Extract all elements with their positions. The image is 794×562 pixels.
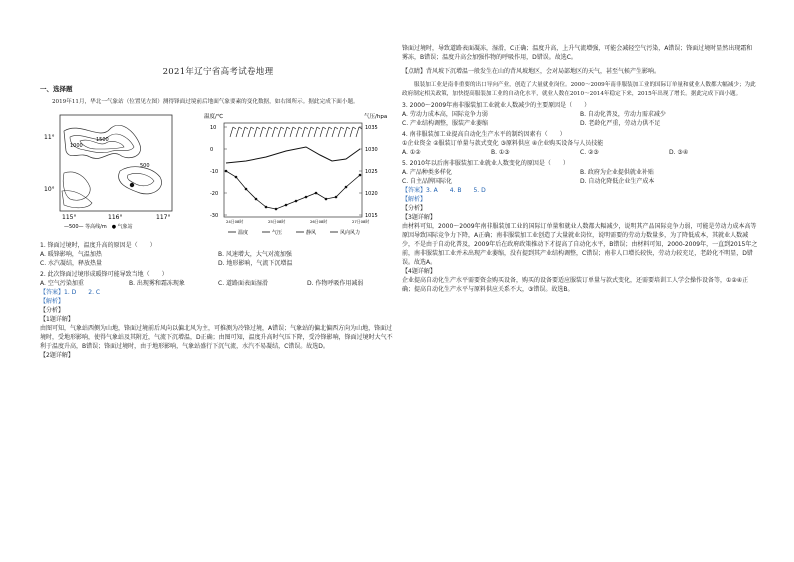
detail-heading-3: 【3题详解】 <box>402 214 436 221</box>
detail-heading-4: 【4题详解】 <box>402 268 436 275</box>
weather-chart <box>196 111 396 239</box>
question-4-items: ①企业资金 ②服装订单量与款式变化 ③原料供应 ④企业购买设备与人员技能 <box>402 140 604 147</box>
option: D. 作物呼吸作用减弱 <box>307 280 364 287</box>
page-title: 2021年辽宁省高考试卷地理 <box>162 67 274 77</box>
figures <box>40 111 396 239</box>
option: A. ①② <box>402 149 421 156</box>
question-2-options <box>40 279 396 288</box>
right-tick-label: 1020 <box>365 191 378 197</box>
option: B. 自动化普及，劳动力需求减少 <box>580 111 666 118</box>
contour-label-500: 500 <box>140 163 150 169</box>
wind-barb <box>308 127 314 137</box>
answer-line: 【答案】1. D 2. C <box>40 289 101 296</box>
question-1: 1. 锋面过境时，温度升高的原因是（ ） <box>40 242 156 249</box>
analysis-sub-label-2: 【分析】 <box>402 205 427 212</box>
detail-body-1: 由图可知，气象站西侧为山地，锋面过境前后风向以偏北风为主，可推测为冷锋过境，A错误；气象站的偏北偏西方向为山地，锋面过境时，受地形影响，使得气象站及其附近，气流下沉增温，D正确；由图可知，温度升高时气压下降，受冷锋影响，锋面过境时大气不利于温度升高，B错误；锋面过境时，由于地形影响，气象站盛行下沉气流，水汽不易凝结，C错误。故选D。 <box>40 325 393 350</box>
x-tick-label: 27日08时 <box>352 219 370 224</box>
contour-label-1000: 1000 <box>70 143 83 149</box>
wind-barb <box>260 127 266 137</box>
lon-label-117: 117° <box>156 214 171 221</box>
wind-barb <box>320 127 326 137</box>
option: C. 产业结构调整，服装产业萎缩 <box>402 120 489 127</box>
wind-barb <box>296 127 302 137</box>
wind-barb <box>290 127 296 137</box>
analysis-sub-label: 【分析】 <box>40 307 65 314</box>
question-4: 4. 南非服装加工业提高自动化生产水平的制约因素有（ ） <box>402 131 566 138</box>
left-column <box>40 0 396 360</box>
question-5: 5. 2010年以后南非服装加工业就业人数变化的原因是（ ） <box>402 160 569 167</box>
legend-label: 风向风力 <box>340 230 361 236</box>
option: B. 政府为企业提供就业补贴 <box>580 169 654 176</box>
option: C. 水汽凝结，释放热量 <box>40 260 103 267</box>
wind-barb <box>230 127 236 137</box>
x-tick-label: 24日08时 <box>226 219 244 224</box>
temperature-point <box>255 198 258 201</box>
left-tick-label: 10 <box>210 125 217 131</box>
answer-line-2: 【答案】3. A 4. B 5. D <box>402 187 486 194</box>
weather-station-marker <box>130 183 134 187</box>
lat-label-11: 11° <box>44 134 55 141</box>
wind-barb <box>284 127 290 137</box>
left-tick-label: -10 <box>210 169 219 175</box>
wind-barb <box>248 127 254 137</box>
left-tick-label: -30 <box>210 213 219 219</box>
option: B. 风速增大，大气对流加强 <box>218 251 292 258</box>
paragraph-continued: 锋面过境时，导致道路表面凝冻，湿滑，C正确；温度升高，上升气流增强，可能会减轻空气污染，A错误；锋面过境时显然出现霜和雾冻，B错误；温度升高会加强作物的呼吸作用，D错误。故选C。 <box>402 45 753 61</box>
intro-text-2: 服装加工业是南非重要的出口导向产业，创造了大量就业岗位。2000～2009年南非服装加工业的国际订单量和就业人数都大幅减少；为此政府制定相关政策，加快提高服装加工业的自动化水平，就业人数在2010～2014年稳定下来，2015年出现了增长。据此完成下面小题。 <box>402 82 756 97</box>
wind-barb <box>326 127 332 137</box>
option: D. ③④ <box>669 149 689 156</box>
wind-barb <box>332 127 338 137</box>
option: C. 自主品牌国际化 <box>402 178 453 185</box>
note-text: 【点睛】背风坡下沉增温一般发生在山的背风坡地区，会对局部地区的天气，甚至气候产生影响。 <box>402 68 661 75</box>
option: A. 暖锋影响，气温加热 <box>40 251 102 258</box>
topographic-map <box>40 111 180 231</box>
legend-label: 静风 <box>306 230 317 236</box>
option: D. 老龄化严重，劳动力供不足 <box>580 120 661 127</box>
wind-barb <box>272 127 278 137</box>
option: A. 产品种类多样化 <box>402 169 452 176</box>
temperature-point <box>245 188 248 191</box>
option: B. 出现雾和霜冻现象 <box>129 280 185 287</box>
wind-barb <box>236 127 242 137</box>
option: A. 劳动力成本高，国际竞争力弱 <box>402 111 488 118</box>
temperature-point <box>325 198 328 201</box>
wind-barb <box>254 127 260 137</box>
wind-barb <box>242 127 248 137</box>
option: C. 道路面表面湿滑 <box>218 280 269 287</box>
question-2: 2. 此次锋面过境形成暖锋可能导致当地（ ） <box>40 271 168 278</box>
x-tick-label: 26日08时 <box>310 219 328 224</box>
pressure-series-line <box>226 147 360 163</box>
lon-label-116: 116° <box>108 214 123 221</box>
right-column <box>402 44 758 294</box>
legend-label: 气压 <box>272 230 283 236</box>
temperature-point <box>275 208 278 211</box>
analysis-label-2: 【解析】 <box>402 196 427 203</box>
detail-body-3: 由材料可知，2000～2009年南非服装加工业的国际订单量和就业人数都大幅减少，说明其产品国际竞争力弱，可能是劳动力成本高等原因导致国际竞争力下降，A正确；南非服装加工业创造了大量就业岗位，说明需要的劳动力数量多，为了降低成本，其就业人数减少，不是由于自动化普及，2009年后在政府政策推动下才提高了自动化水平，B错误；由材料可知，2000-2009年，一直到2015年之前，南非服装加工业并未出现产业萎缩，没有提到其产业结构调整，C错误；南非人口增长较快，劳动力较充足，老龄化不明显，D错误。故选A。 <box>402 223 758 266</box>
wind-barb <box>314 127 320 137</box>
option: D. 地形影响，气流下沉增温 <box>218 260 293 267</box>
temperature-point <box>359 174 362 177</box>
question-5-options <box>402 168 758 186</box>
left-tick-label: -20 <box>210 191 219 197</box>
lon-label-115: 115° <box>62 214 77 221</box>
left-tick-label: 0 <box>210 147 214 153</box>
temperature-point <box>265 206 268 209</box>
question-4-options <box>402 148 758 157</box>
question-3: 3. 2000～2009年南非服装加工业就业人数减少的主要原因是（ ） <box>402 102 591 109</box>
option: B. ①③ <box>491 149 510 156</box>
option: D. 自动化降低企业生产成本 <box>580 178 655 185</box>
wind-barb <box>350 127 356 137</box>
wind-barb <box>278 127 284 137</box>
option: C. ②③ <box>580 149 599 156</box>
wind-barb <box>302 127 308 137</box>
temperature-point <box>335 196 338 199</box>
legend-label: 温度 <box>238 230 249 236</box>
wind-barb <box>266 127 272 137</box>
right-tick-label: 1025 <box>365 169 378 175</box>
detail-body-4: 企业提高自动化生产水平需要资金购买设备，购买的设备要适应服装订单量与款式变化，还需要培训工人学会操作设备等，①②④正确；提高自动化生产水平与原料供应关系不大，③错误。故选B。 <box>402 277 749 293</box>
analysis-label: 【解析】 <box>40 298 65 305</box>
left-axis-title: 温度/℃ <box>204 114 224 120</box>
right-tick-label: 1030 <box>365 147 378 153</box>
temperature-point <box>345 186 348 189</box>
temperature-point <box>225 170 228 173</box>
temperature-point <box>305 196 308 199</box>
right-tick-label: 1015 <box>365 213 378 219</box>
wind-barb <box>356 127 362 137</box>
map-legend: —500— 等高线/m ● 气象站 <box>64 224 133 230</box>
section-heading: 一、选择题 <box>40 85 73 93</box>
question-3-options <box>402 110 758 128</box>
wind-barb <box>338 127 344 137</box>
contour-label-1500: 1500 <box>96 137 109 143</box>
temperature-point <box>295 200 298 203</box>
lat-label-10: 10° <box>44 186 55 193</box>
question-1-options <box>40 250 396 268</box>
temperature-point <box>315 192 318 195</box>
detail-heading-2: 【2题详解】 <box>40 352 74 359</box>
x-tick-label: 25日08时 <box>268 219 286 224</box>
option: A. 空气污染加重 <box>40 280 84 287</box>
temperature-point <box>235 176 238 179</box>
temperature-point <box>285 204 288 207</box>
intro-text: 2019年11月，华北一气象站（位置见左图）测得锋面过境前后地面气象要素的变化数据，如右图所示。据此完成下面小题。 <box>52 99 359 105</box>
wind-barb <box>344 127 350 137</box>
right-tick-label: 1035 <box>365 125 378 131</box>
detail-heading-1: 【1题详解】 <box>40 316 74 323</box>
right-axis-title: 气压/hpa <box>364 114 388 120</box>
